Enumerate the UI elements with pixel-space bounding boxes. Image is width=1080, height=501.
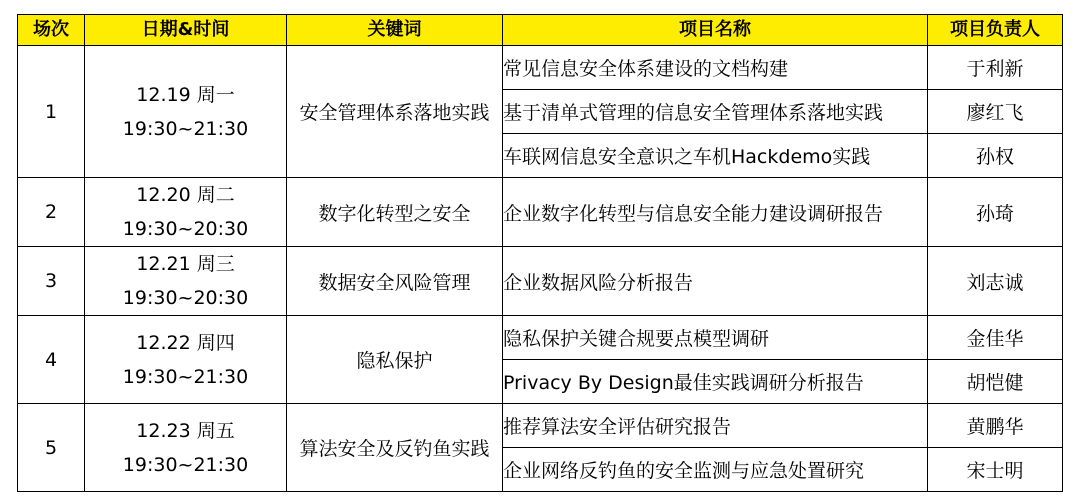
table-row: [18, 404, 1063, 448]
session-datetime: [85, 316, 287, 404]
header-session: 场次: [18, 15, 85, 46]
project-name: 企业网络反钓鱼的安全监测与应急处置研究: [503, 448, 928, 492]
session-date: 12.23 周五: [136, 419, 235, 442]
session-number: 1: [18, 46, 85, 178]
project-name: Privacy By Design最佳实践调研分析报告: [503, 360, 928, 404]
project-name: 企业数据风险分析报告: [503, 247, 928, 316]
session-number: 4: [18, 316, 85, 404]
session-time: 19:30~20:30: [122, 218, 249, 240]
project-name: 常见信息安全体系建设的文档构建: [503, 46, 928, 90]
session-keyword: 算法安全及反钓鱼实践: [287, 404, 503, 492]
schedule-table: [17, 14, 1063, 492]
project-owner: 刘志诚: [928, 247, 1063, 316]
session-time: 19:30~21:30: [122, 365, 249, 388]
session-date: 12.22 周四: [136, 331, 235, 354]
project-owner: 宋士明: [928, 448, 1063, 492]
header-owner: 项目负责人: [928, 15, 1063, 46]
project-owner: 黄鹏华: [928, 404, 1063, 448]
project-name: 隐私保护关键合规要点模型调研: [503, 316, 928, 360]
session-datetime: [85, 46, 287, 178]
project-name: 基于清单式管理的信息安全管理体系落地实践: [503, 90, 928, 134]
session-time: 19:30~21:30: [122, 117, 249, 140]
session-datetime: [85, 178, 287, 247]
session-time: 19:30~21:30: [122, 453, 249, 476]
session-keyword: 隐私保护: [287, 316, 503, 404]
project-owner: 胡恺健: [928, 360, 1063, 404]
table-row: [18, 316, 1063, 360]
session-number: 3: [18, 247, 85, 316]
session-date: 12.21 周三: [136, 253, 235, 275]
session-number: 5: [18, 404, 85, 492]
header-datetime: 日期&时间: [85, 15, 287, 46]
project-owner: 孙琦: [928, 178, 1063, 247]
project-name: 推荐算法安全评估研究报告: [503, 404, 928, 448]
session-number: 2: [18, 178, 85, 247]
session-keyword: 数字化转型之安全: [287, 178, 503, 247]
project-owner: 于利新: [928, 46, 1063, 90]
project-name: 企业数字化转型与信息安全能力建设调研报告: [503, 178, 928, 247]
table-row: [18, 247, 1063, 316]
session-keyword: 数据安全风险管理: [287, 247, 503, 316]
session-time: 19:30~20:30: [122, 287, 249, 309]
project-owner: 廖红飞: [928, 90, 1063, 134]
table-header-row: [18, 15, 1063, 46]
project-owner: 孙权: [928, 134, 1063, 178]
header-keyword: 关键词: [287, 15, 503, 46]
session-date: 12.20 周二: [136, 184, 235, 206]
table-row: [18, 46, 1063, 90]
project-owner: 金佳华: [928, 316, 1063, 360]
project-name: 车联网信息安全意识之车机Hackdemo实践: [503, 134, 928, 178]
session-date: 12.19 周一: [136, 83, 235, 106]
session-datetime: [85, 404, 287, 492]
header-project: 项目名称: [503, 15, 928, 46]
session-keyword: 安全管理体系落地实践: [287, 46, 503, 178]
table-row: [18, 178, 1063, 247]
session-datetime: [85, 247, 287, 316]
